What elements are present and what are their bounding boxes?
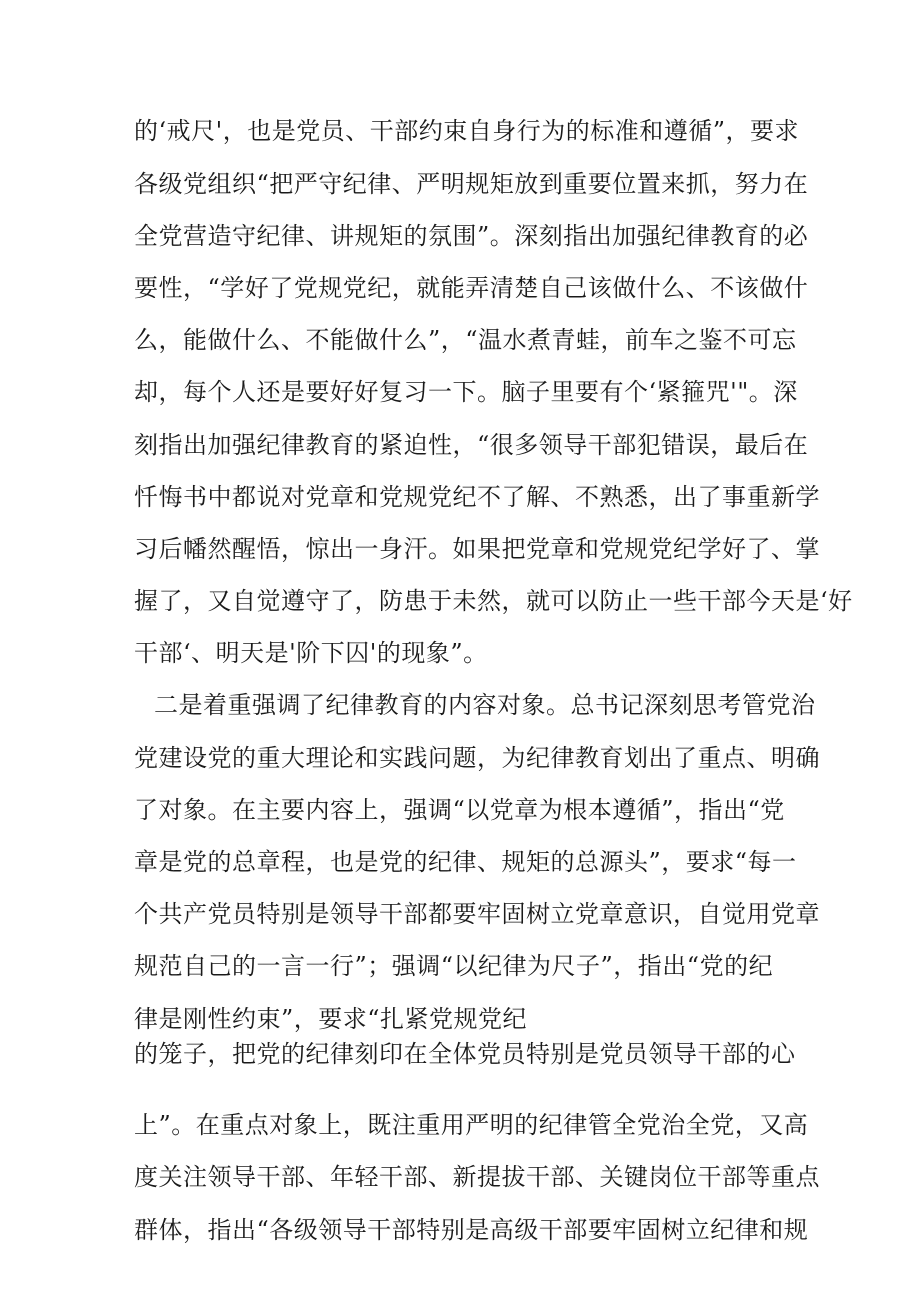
text-line: 么，能做什么、不能做什么”，“温水煮青蛙，前车之鉴不可忘 <box>134 326 797 354</box>
text-line: 习后幡然醒悟，惊出一身汗。如果把党章和党规党纪学好了、掌 <box>134 535 820 563</box>
text-line: 上”。在重点对象上，既注重用严明的纪律管全党治全党，又高 <box>134 1111 809 1139</box>
text-line: 个共产党员特别是领导干部都要牢固树立党章意识，自觉用党章 <box>134 900 820 928</box>
text-line: 刻指出加强纪律教育的紧迫性，“很多领导干部犯错误，最后在 <box>134 431 809 459</box>
text-line: 握了，又自觉遵守了，防患于未然，就可以防止一些干部今天是‘好 <box>134 587 853 615</box>
text-line: 忏悔书中都说对党章和党规党纪不了解、不熟悉，出了事重新学 <box>134 483 820 511</box>
text-line: 了对象。在主要内容上，强调“以党章为根本遵循”，指出“党 <box>134 796 785 824</box>
text-line: 的笼子，把党的纪律刻印在全体党员特别是党员领导干部的心 <box>134 1040 796 1068</box>
text-line: 党建设党的重大理论和实践问题，为纪律教育划出了重点、明确 <box>134 744 820 772</box>
text-line: 章是党的总章程，也是党的纪律、规矩的总源头”，要求“每一 <box>134 848 797 876</box>
text-line: 要性，“学好了党规党纪，就能弄清楚自己该做什么、不该做什 <box>134 274 809 302</box>
text-line: 律是刚性约束”，要求“扎紧党规党纪 <box>134 1005 528 1033</box>
text-line: 各级党组织“把严守纪律、严明规矩放到重要位置来抓，努力在 <box>134 170 809 198</box>
paragraph-first-line: 二是着重强调了纪律教育的内容对象。总书记深刻思考管党治 <box>154 691 816 719</box>
text-line: 干部‘、明天是'阶下囚'的现象”。 <box>134 639 488 667</box>
text-line: 的‘戒尺'，也是党员、干部约束自身行为的标准和遵循”，要求 <box>134 117 799 145</box>
text-line: 全党营造守纪律、讲规矩的氛围”。深刻指出加强纪律教育的必 <box>134 222 809 250</box>
text-line: 却，每个人还是要好好复习一下。脑子里要有个‘紧箍咒'"。深 <box>134 378 798 406</box>
text-line: 规范自己的一言一行”；强调“以纪律为尺子”，指出“党的纪 <box>134 952 774 980</box>
text-line: 群体，指出“各级领导干部特别是高级干部要牢固树立纪律和规 <box>134 1216 809 1244</box>
text-line: 度关注领导干部、年轻干部、新提拔干部、关键岗位干部等重点 <box>134 1163 820 1191</box>
